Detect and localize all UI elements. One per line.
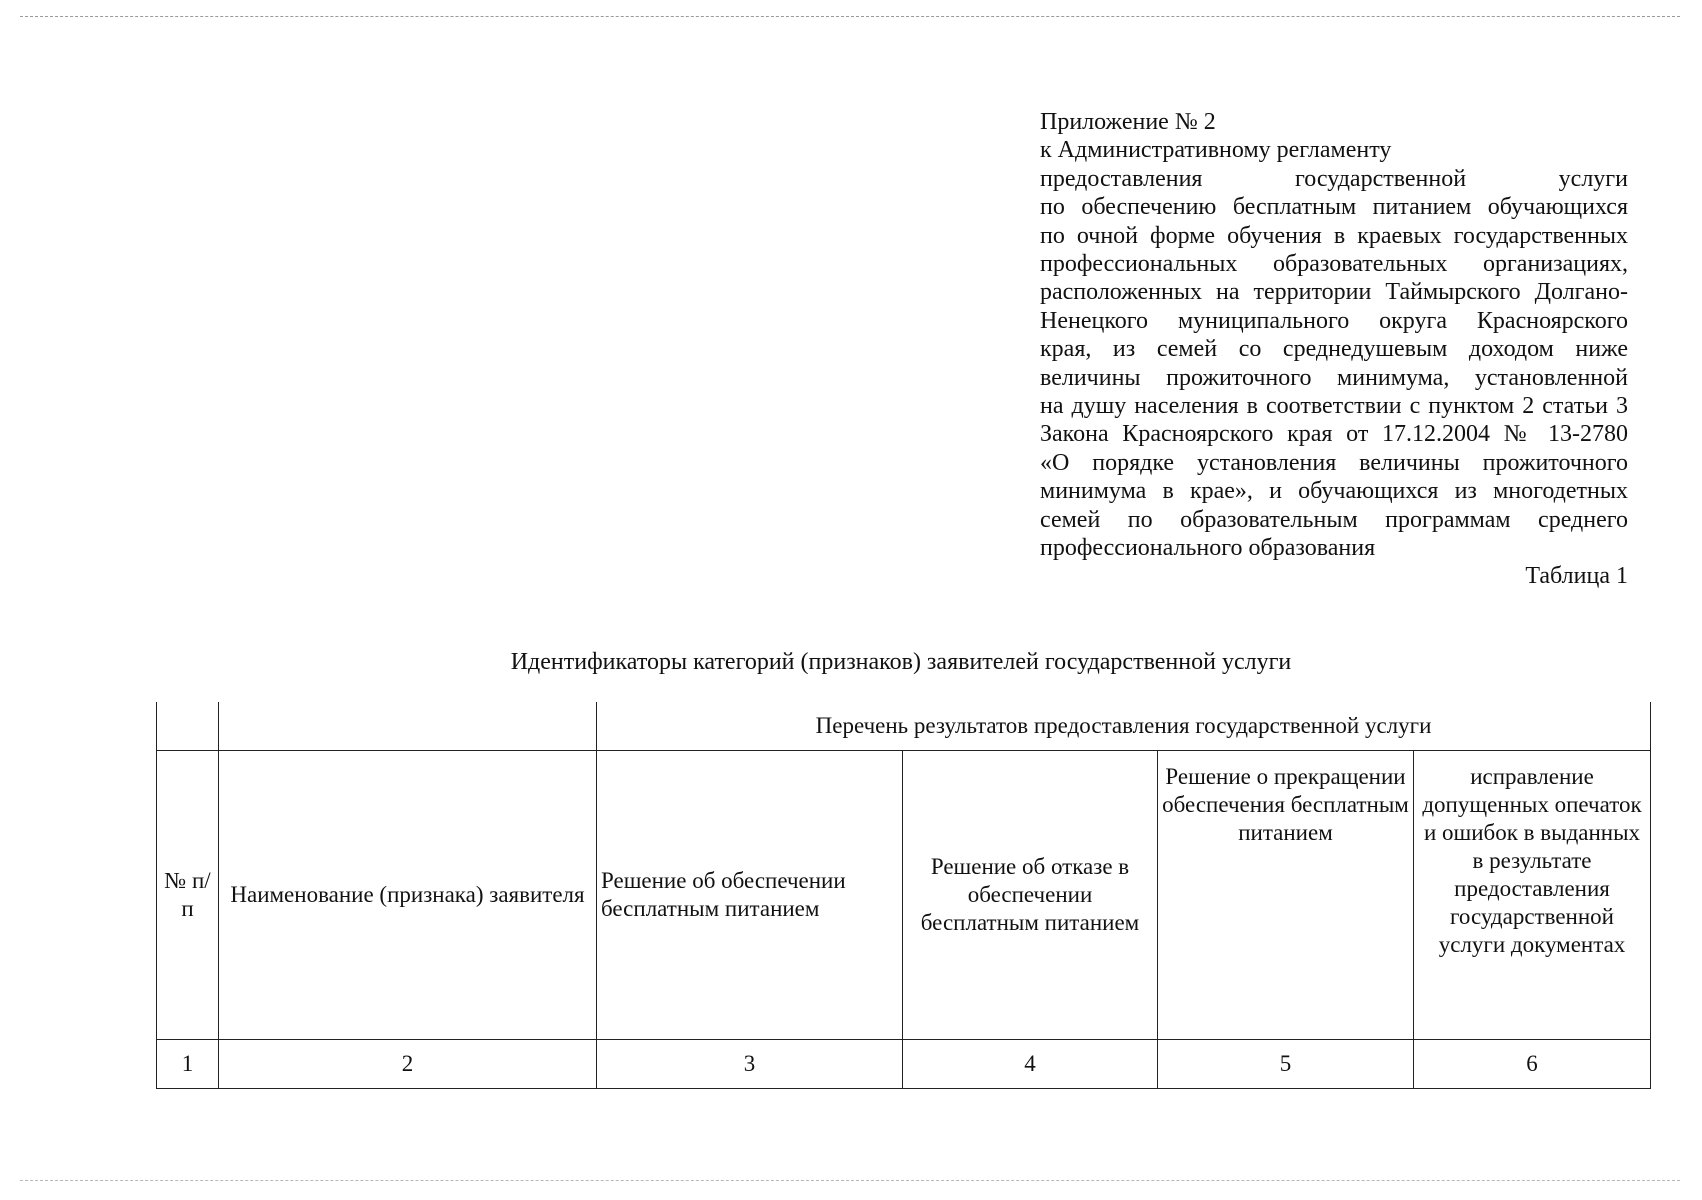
header-line: величины прожиточного минимума, установленной — [1040, 364, 1628, 391]
header-line: минимума в крае», и обучающихся из многодетных — [1040, 478, 1628, 505]
table-number-row — [157, 1040, 1651, 1089]
column-header-decision-terminate: Решение о прекращении обеспечения бесплатным питанием — [1158, 751, 1414, 1040]
header-line: предоставления государственной услуги — [1040, 165, 1628, 192]
table-column-header-row — [157, 751, 1651, 1040]
document-title: Идентификаторы категорий (признаков) заявителей государственной услуги — [510, 649, 1292, 675]
column-number-cell: 1 — [157, 1040, 219, 1089]
header-line: края, из семей со среднедушевым доходом ниже — [1040, 336, 1628, 363]
header-line: Приложение № 2 — [1040, 109, 1216, 135]
table-label: Таблица 1 — [1525, 563, 1628, 589]
appendix-header — [1040, 108, 1628, 563]
column-number-cell: 5 — [1158, 1040, 1414, 1089]
column-header-number: № п/п — [157, 751, 219, 1040]
header-line: семей по образовательным программам среднего — [1040, 506, 1628, 533]
group-header-cell: Перечень результатов предоставления государственной услуги — [597, 702, 1651, 751]
column-number-cell: 6 — [1414, 1040, 1651, 1089]
header-line: по очной форме обучения в краевых государственных — [1040, 222, 1628, 249]
table-group-header-row — [157, 702, 1651, 751]
header-line: профессиональных образовательных организациях, — [1040, 251, 1628, 278]
header-line: Ненецкого муниципального округа Красноярского — [1040, 307, 1628, 334]
header-cell-empty — [219, 702, 597, 751]
identifiers-table — [156, 702, 1651, 1089]
header-line: Закона Красноярского края от 17.12.2004 № 13-2780 — [1040, 421, 1628, 448]
header-cell-empty — [157, 702, 219, 751]
header-line: к Административному регламенту — [1040, 137, 1392, 164]
header-line: профессионального образования — [1040, 535, 1376, 562]
header-line: по обеспечению бесплатным питанием обучающихся — [1040, 194, 1628, 221]
column-header-corrections: исправление допущенных опечаток и ошибок в выданных в результате предоставления государственной услуги документах — [1414, 751, 1651, 1040]
header-line: расположенных на территории Таймырского Долгано- — [1040, 279, 1628, 306]
column-number-cell: 2 — [219, 1040, 597, 1089]
scan-edge-top — [20, 16, 1680, 17]
scan-edge-bottom — [20, 1180, 1680, 1181]
header-line: «О порядке установления величины прожиточного — [1040, 449, 1628, 476]
column-header-decision-refuse: Решение об отказе в обеспечении бесплатным питанием — [903, 751, 1158, 1040]
column-header-applicant: Наименование (признака) заявителя — [219, 751, 597, 1040]
column-number-cell: 4 — [903, 1040, 1158, 1089]
column-header-decision-provide: Решение об обеспечении бесплатным питанием — [597, 751, 903, 1040]
column-number-cell: 3 — [597, 1040, 903, 1089]
header-line: на душу населения в соответствии с пунктом 2 статьи 3 — [1040, 393, 1628, 420]
